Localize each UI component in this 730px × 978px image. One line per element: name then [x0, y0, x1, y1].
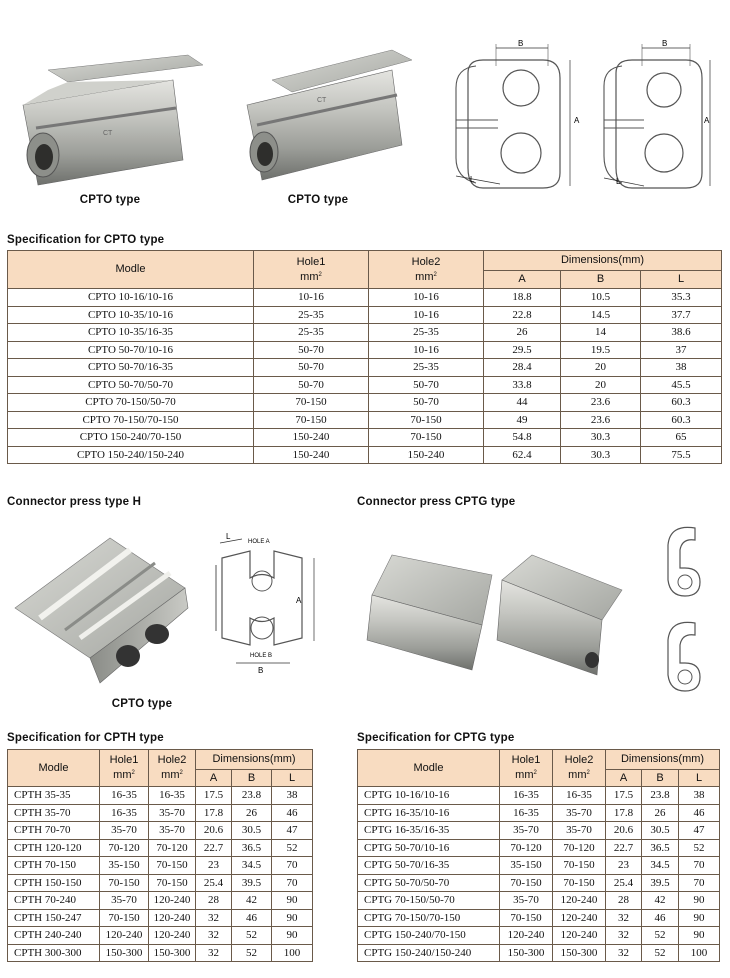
header-dim-a: A	[196, 770, 232, 787]
model-cell: CPTG 50-70/50-70	[358, 874, 500, 892]
value-cell: 25-35	[254, 324, 369, 342]
value-cell: 90	[272, 892, 313, 910]
cpto-dimension-drawing-2	[594, 38, 724, 188]
value-cell: 52	[232, 944, 272, 962]
cpto-table-body	[8, 289, 722, 464]
header-dim-b: B	[642, 770, 679, 787]
cptg-connector-photo	[362, 540, 632, 690]
hole-a-label: HOLE A	[248, 539, 270, 545]
model-cell: CPTH 150-150	[8, 874, 100, 892]
value-cell: 16-35	[553, 787, 606, 805]
value-cell: 32	[196, 927, 232, 945]
model-cell: CPTH 70-70	[8, 822, 100, 840]
value-cell: 150-300	[100, 944, 149, 962]
model-cell: CPTO 50-70/50-70	[8, 376, 254, 394]
table-row	[8, 411, 722, 429]
value-cell: 36.5	[232, 839, 272, 857]
value-cell: 120-240	[100, 927, 149, 945]
value-cell: 33.8	[484, 376, 561, 394]
value-cell: 25.4	[606, 874, 642, 892]
model-cell: CPTG 70-150/70-150	[358, 909, 500, 927]
cpto-dimension-drawing-1	[448, 38, 588, 188]
header-model: Modle	[358, 750, 500, 787]
header-hole2: Hole2 $mm^2$	[149, 750, 196, 787]
value-cell: 23	[196, 857, 232, 875]
value-cell: 32	[606, 944, 642, 962]
value-cell: 100	[272, 944, 313, 962]
value-cell: 10.5	[561, 289, 641, 307]
value-cell: 120-240	[553, 892, 606, 910]
model-cell: CPTG 16-35/10-16	[358, 804, 500, 822]
value-cell: 35-70	[553, 804, 606, 822]
value-cell: 46	[679, 804, 720, 822]
cptg-spec-title: Specification for CPTG type	[357, 732, 515, 744]
value-cell: 45.5	[641, 376, 722, 394]
cpth-spec-table	[7, 749, 313, 962]
header-dim-l: L	[272, 770, 313, 787]
cpto-spec-title: Specification for CPTO type	[7, 234, 165, 246]
value-cell: 23.6	[561, 411, 641, 429]
value-cell: 70-120	[149, 839, 196, 857]
value-cell: 50-70	[369, 376, 484, 394]
header-hole2: Hole2 $mm^2$	[553, 750, 606, 787]
value-cell: 37.7	[641, 306, 722, 324]
value-cell: 50-70	[254, 359, 369, 377]
cpto-connector-photo-2	[222, 40, 422, 170]
value-cell: 23	[606, 857, 642, 875]
value-cell: 50-70	[254, 341, 369, 359]
value-cell: 34.5	[232, 857, 272, 875]
model-cell: CPTH 70-240	[8, 892, 100, 910]
logo-mark: CT	[317, 97, 327, 104]
value-cell: 75.5	[641, 446, 722, 464]
value-cell: 10-16	[369, 341, 484, 359]
table-row	[8, 787, 313, 805]
value-cell: 23.8	[642, 787, 679, 805]
value-cell: 47	[272, 822, 313, 840]
dim-l-label: L	[470, 175, 475, 184]
value-cell: 50-70	[254, 376, 369, 394]
value-cell: 46	[272, 804, 313, 822]
model-cell: CPTH 240-240	[8, 927, 100, 945]
value-cell: 25-35	[369, 324, 484, 342]
value-cell: 49	[484, 411, 561, 429]
table-row	[8, 874, 313, 892]
dim-b-label: B	[518, 39, 524, 48]
press-h-dimension-drawing	[212, 533, 332, 673]
value-cell: 70-150	[149, 857, 196, 875]
value-cell: 19.5	[561, 341, 641, 359]
value-cell: 38	[641, 359, 722, 377]
value-cell: 35-70	[100, 822, 149, 840]
value-cell: 18.8	[484, 289, 561, 307]
value-cell: 32	[606, 909, 642, 927]
table-row	[8, 892, 313, 910]
model-cell: CPTH 120-120	[8, 839, 100, 857]
value-cell: 70	[679, 874, 720, 892]
value-cell: 120-240	[149, 892, 196, 910]
value-cell: 34.5	[642, 857, 679, 875]
model-cell: CPTO 50-70/10-16	[8, 341, 254, 359]
value-cell: 120-240	[553, 927, 606, 945]
value-cell: 38	[679, 787, 720, 805]
value-cell: 90	[679, 927, 720, 945]
value-cell: 14	[561, 324, 641, 342]
value-cell: 14.5	[561, 306, 641, 324]
header-dim-a: A	[606, 770, 642, 787]
value-cell: 50-70	[369, 394, 484, 412]
value-cell: 35-150	[100, 857, 149, 875]
value-cell: 150-240	[254, 446, 369, 464]
value-cell: 39.5	[232, 874, 272, 892]
value-cell: 35-70	[149, 804, 196, 822]
model-cell: CPTO 150-240/70-150	[8, 429, 254, 447]
value-cell: 38.6	[641, 324, 722, 342]
header-dim-b: B	[561, 271, 641, 289]
header-dimensions: Dimensions(mm)	[484, 251, 722, 271]
caption-cpto-1: CPTO type	[79, 194, 141, 206]
value-cell: 150-240	[369, 446, 484, 464]
table-row	[358, 839, 720, 857]
value-cell: 28	[196, 892, 232, 910]
table-row	[8, 324, 722, 342]
value-cell: 29.5	[484, 341, 561, 359]
value-cell: 32	[196, 909, 232, 927]
value-cell: 42	[232, 892, 272, 910]
value-cell: 70-120	[553, 839, 606, 857]
table-row	[8, 289, 722, 307]
table-row	[358, 927, 720, 945]
table-row	[8, 927, 313, 945]
value-cell: 22.7	[606, 839, 642, 857]
value-cell: 60.3	[641, 394, 722, 412]
model-cell: CPTO 10-35/10-16	[8, 306, 254, 324]
value-cell: 35-70	[500, 822, 553, 840]
value-cell: 26	[232, 804, 272, 822]
value-cell: 17.8	[196, 804, 232, 822]
value-cell: 70-120	[100, 839, 149, 857]
logo-mark: CT	[103, 130, 113, 137]
value-cell: 36.5	[642, 839, 679, 857]
value-cell: 70-150	[500, 909, 553, 927]
table-row	[358, 804, 720, 822]
dim-a-label: A	[704, 116, 710, 125]
value-cell: 90	[272, 909, 313, 927]
cptg-spec-table	[357, 749, 720, 962]
value-cell: 70-150	[553, 874, 606, 892]
value-cell: 32	[606, 927, 642, 945]
value-cell: 35.3	[641, 289, 722, 307]
header-model: Modle	[8, 750, 100, 787]
value-cell: 70-150	[100, 874, 149, 892]
model-cell: CPTO 10-16/10-16	[8, 289, 254, 307]
model-cell: CPTO 150-240/150-240	[8, 446, 254, 464]
value-cell: 120-240	[149, 909, 196, 927]
header-model: Modle	[8, 251, 254, 289]
table-row	[358, 857, 720, 875]
model-cell: CPTO 50-70/16-35	[8, 359, 254, 377]
value-cell: 30.5	[232, 822, 272, 840]
value-cell: 16-35	[500, 787, 553, 805]
value-cell: 20.6	[196, 822, 232, 840]
value-cell: 120-240	[500, 927, 553, 945]
value-cell: 17.8	[606, 804, 642, 822]
value-cell: 70-150	[553, 857, 606, 875]
dim-l-label: L	[616, 177, 621, 186]
dim-b-label: B	[662, 39, 668, 48]
table-row	[8, 909, 313, 927]
cpth-spec-title: Specification for CPTH type	[7, 732, 164, 744]
table-row	[358, 787, 720, 805]
value-cell: 150-300	[149, 944, 196, 962]
value-cell: 32	[196, 944, 232, 962]
value-cell: 70-150	[500, 874, 553, 892]
value-cell: 16-35	[500, 804, 553, 822]
value-cell: 52	[232, 927, 272, 945]
table-row	[358, 892, 720, 910]
value-cell: 65	[641, 429, 722, 447]
cptg-table-body	[358, 787, 720, 962]
table-row	[8, 822, 313, 840]
value-cell: 26	[642, 804, 679, 822]
value-cell: 35-70	[100, 892, 149, 910]
cptg-shape-drawing-top	[660, 520, 710, 600]
value-cell: 52	[642, 927, 679, 945]
cpto-connector-photo-1	[8, 50, 208, 180]
value-cell: 44	[484, 394, 561, 412]
header-dim-l: L	[641, 271, 722, 289]
value-cell: 30.5	[642, 822, 679, 840]
model-cell: CPTO 70-150/70-150	[8, 411, 254, 429]
value-cell: 20	[561, 359, 641, 377]
value-cell: 70-150	[369, 411, 484, 429]
dim-a-label: A	[296, 596, 302, 605]
table-row	[8, 839, 313, 857]
value-cell: 35-70	[553, 822, 606, 840]
value-cell: 70-150	[369, 429, 484, 447]
value-cell: 30.3	[561, 446, 641, 464]
table-row	[8, 804, 313, 822]
value-cell: 20.6	[606, 822, 642, 840]
value-cell: 10-16	[254, 289, 369, 307]
model-cell: CPTO 10-35/16-35	[8, 324, 254, 342]
model-cell: CPTG 50-70/10-16	[358, 839, 500, 857]
dim-a-label: A	[574, 116, 580, 125]
value-cell: 70	[272, 874, 313, 892]
value-cell: 54.8	[484, 429, 561, 447]
dim-b-label: B	[258, 666, 264, 675]
model-cell: CPTH 35-70	[8, 804, 100, 822]
table-row	[358, 909, 720, 927]
value-cell: 70	[272, 857, 313, 875]
value-cell: 35-150	[500, 857, 553, 875]
table-row	[8, 306, 722, 324]
model-cell: CPTH 150-247	[8, 909, 100, 927]
value-cell: 46	[232, 909, 272, 927]
value-cell: 23.8	[232, 787, 272, 805]
value-cell: 150-300	[500, 944, 553, 962]
value-cell: 52	[642, 944, 679, 962]
value-cell: 17.5	[606, 787, 642, 805]
hole-b-label: HOLE B	[250, 653, 273, 659]
value-cell: 47	[679, 822, 720, 840]
value-cell: 120-240	[553, 909, 606, 927]
table-row	[8, 857, 313, 875]
value-cell: 20	[561, 376, 641, 394]
value-cell: 28	[606, 892, 642, 910]
model-cell: CPTG 16-35/16-35	[358, 822, 500, 840]
press-h-connector-photo	[10, 528, 195, 688]
value-cell: 22.7	[196, 839, 232, 857]
value-cell: 52	[272, 839, 313, 857]
table-row	[8, 429, 722, 447]
value-cell: 25-35	[369, 359, 484, 377]
value-cell: 26	[484, 324, 561, 342]
value-cell: 70	[679, 857, 720, 875]
value-cell: 16-35	[100, 804, 149, 822]
value-cell: 70-150	[149, 874, 196, 892]
value-cell: 10-16	[369, 306, 484, 324]
value-cell: 70-120	[500, 839, 553, 857]
model-cell: CPTH 70-150	[8, 857, 100, 875]
header-hole2: Hole2 $mm^2$	[369, 251, 484, 289]
model-cell: CPTH 35-35	[8, 787, 100, 805]
value-cell: 70-150	[100, 909, 149, 927]
table-row	[8, 359, 722, 377]
table-row	[8, 341, 722, 359]
cptg-shape-drawing-bottom	[660, 615, 710, 695]
value-cell: 10-16	[369, 289, 484, 307]
value-cell: 30.3	[561, 429, 641, 447]
value-cell: 35-70	[500, 892, 553, 910]
value-cell: 70-150	[254, 411, 369, 429]
value-cell: 16-35	[100, 787, 149, 805]
value-cell: 35-70	[149, 822, 196, 840]
header-dim-a: A	[484, 271, 561, 289]
table-row	[358, 874, 720, 892]
value-cell: 39.5	[642, 874, 679, 892]
value-cell: 120-240	[149, 927, 196, 945]
model-cell: CPTG 10-16/10-16	[358, 787, 500, 805]
header-hole1: Hole1 $mm^2$	[100, 750, 149, 787]
caption-cpto-2: CPTO type	[287, 194, 349, 206]
caption-press-h: CPTO type	[111, 698, 173, 710]
value-cell: 16-35	[149, 787, 196, 805]
value-cell: 90	[679, 909, 720, 927]
model-cell: CPTG 70-150/50-70	[358, 892, 500, 910]
value-cell: 37	[641, 341, 722, 359]
value-cell: 90	[679, 892, 720, 910]
value-cell: 28.4	[484, 359, 561, 377]
value-cell: 25.4	[196, 874, 232, 892]
value-cell: 62.4	[484, 446, 561, 464]
model-cell: CPTG 50-70/16-35	[358, 857, 500, 875]
value-cell: 100	[679, 944, 720, 962]
cpto-spec-table	[7, 250, 722, 464]
press-cptg-title: Connector press CPTG type	[357, 496, 516, 508]
header-dim-b: B	[232, 770, 272, 787]
press-h-title: Connector press type H	[7, 496, 142, 508]
header-dim-l: L	[679, 770, 720, 787]
value-cell: 46	[642, 909, 679, 927]
header-hole1: Hole1 $mm^2$	[254, 251, 369, 289]
model-cell: CPTO 70-150/50-70	[8, 394, 254, 412]
value-cell: 17.5	[196, 787, 232, 805]
model-cell: CPTG 150-240/70-150	[358, 927, 500, 945]
dim-l-label: L	[226, 532, 231, 541]
value-cell: 70-150	[254, 394, 369, 412]
header-hole1: Hole1 $mm^2$	[500, 750, 553, 787]
table-row	[8, 944, 313, 962]
value-cell: 25-35	[254, 306, 369, 324]
header-dimensions: Dimensions(mm)	[196, 750, 313, 770]
model-cell: CPTG 150-240/150-240	[358, 944, 500, 962]
table-row	[358, 944, 720, 962]
table-row	[358, 822, 720, 840]
model-cell: CPTH 300-300	[8, 944, 100, 962]
header-dimensions: Dimensions(mm)	[606, 750, 720, 770]
value-cell: 150-240	[254, 429, 369, 447]
value-cell: 38	[272, 787, 313, 805]
cpth-table-body	[8, 787, 313, 962]
table-row	[8, 376, 722, 394]
value-cell: 22.8	[484, 306, 561, 324]
value-cell: 23.6	[561, 394, 641, 412]
table-row	[8, 394, 722, 412]
table-row	[8, 446, 722, 464]
value-cell: 90	[272, 927, 313, 945]
value-cell: 60.3	[641, 411, 722, 429]
value-cell: 42	[642, 892, 679, 910]
value-cell: 52	[679, 839, 720, 857]
value-cell: 150-300	[553, 944, 606, 962]
